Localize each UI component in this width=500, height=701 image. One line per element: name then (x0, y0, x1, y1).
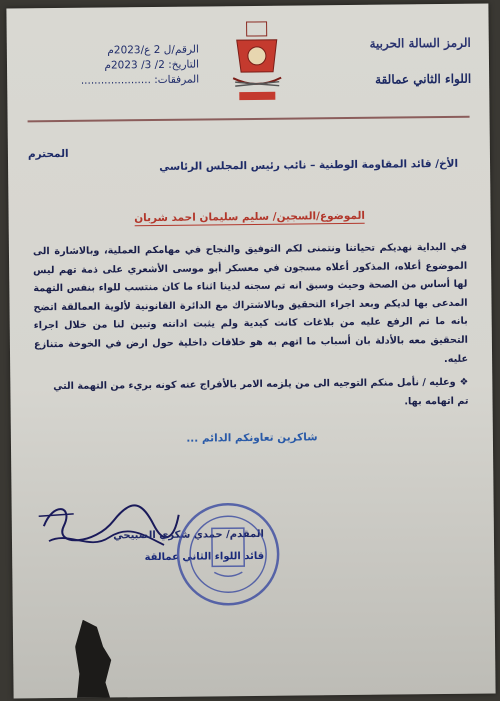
torn-corner (75, 619, 116, 698)
signatory-name: المقدم/ حمدي شكري الصبيحي (113, 528, 264, 542)
document-page (6, 3, 495, 698)
header-issuer-line1: الرمز السالة الحربية (369, 35, 471, 51)
diamond-bullet-icon: ❖ (459, 376, 469, 388)
header-reference (69, 43, 199, 89)
header-divider (28, 116, 470, 123)
subject-line (9, 208, 491, 225)
reference-number: الرقم/ل 2 ع/2023م (107, 43, 199, 57)
signatory-position: قائد اللواء الثاني عمالقة (144, 550, 265, 564)
recipient-title: الأخ/ قائد المقاومة الوطنية – نائب رئيس المجلس الرئاسي (159, 157, 459, 173)
reference-attachments: المرفقات: ..................... (80, 73, 200, 87)
official-stamp (174, 500, 283, 609)
closing-thanks: شاكرين تعاونكم الدائم ... (186, 431, 318, 445)
header-issuer-line2: اللواء الثاني عمالقة (375, 71, 472, 87)
brigade-emblem-logo (229, 20, 286, 105)
header-issuer (301, 36, 472, 88)
reference-date: التاريخ: 2/ 3/ 2023م (104, 58, 200, 72)
request-paragraph (50, 374, 468, 416)
respected-label: المحترم (27, 147, 69, 161)
recipient-block (27, 144, 459, 173)
request-text: وعليه / نأمل منكم التوجيه الى من يلزمه الامر بالأفراج عنه كونه بريء من التهمة التي تم اتهامه بها. (53, 376, 469, 407)
letter-body: في البداية نهديكم تحياتنا ونتمنى لكم التوفيق والنجاح في مهامكم العملية، وبالاشارة الى الموضوع أعلاه، المذكور أعلاه مسجون في معسكر أبو موسى الأشعري على ذمة تهم ليس لها أساس من الصحة وحيث وسبق انه تم سجنه لدينا اثناء ما كان منتسب للواء بنفس التهمة المدعى بها لديكم وبعد اجراء التحقيق وبالاشتراك مع الدائرة القانونية لألوية العمالقة اتضح بانه ما تم الرفع عليه من بلاغات كانت كيدية ولم يثبت ادانته وتبين لنا من خلال اجراء التحقيق معه بالأدلة بان أسباب ما اتهم به هو خلافات داخلية حول ارض في الخوخة متنازع عليه. (32, 241, 469, 365)
subject-text: الموضوع/السجين/ سليم سليمان احمد شربان (134, 209, 366, 225)
